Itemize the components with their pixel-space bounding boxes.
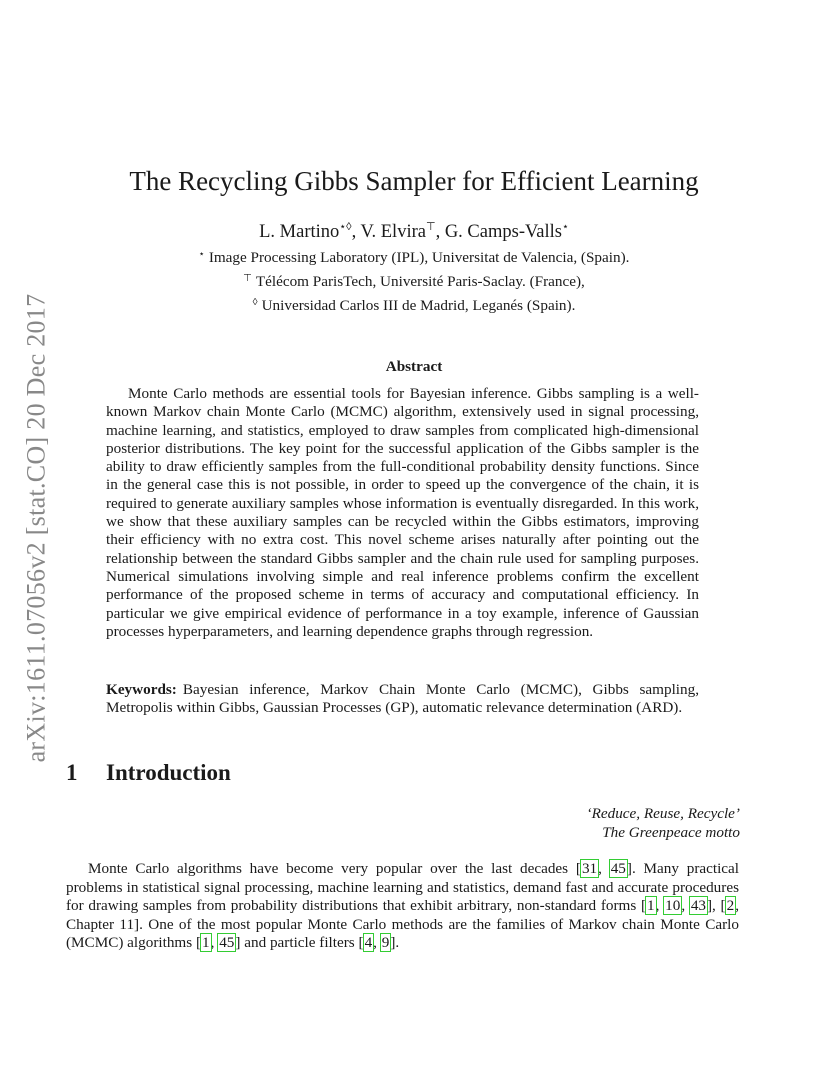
epigraph [587,804,740,842]
abstract-text: Monte Carlo methods are essential tools for Bayesian inference. Gibbs sampling is a well-known Markov chain Monte Carlo (MCMC) algorithm, extensively used in signal processing, machine learning, and statistics, employed to draw samples from complicated high-dimensional posterior distributions. The key point for the successful application of the Gibbs sampler is the ability to draw efficiently samples from the full-conditional probability density functions. Since in the general case this is not possible, in order to speed up the convergence of the chain, it is required to generate auxiliary samples whose information is eventually disregarded. In this work, we show that these auxiliary samples can be recycled within the Gibbs estimators, improving their efficiency with no extra cost. This novel scheme arises naturally after pointing out the relationship between the standard Gibbs sampler and the chain rule used for sampling purposes. Numerical simulations involving simple and real inference problems confirm the excellent performance of the proposed scheme in terms of accuracy and computational efficiency. In particular we give empirical evidence of performance in a toy example, inference of Gaussian processes hyperparameters, and learning dependence graphs through regression. [106,385,699,640]
citation-link[interactable]: 2 [726,897,735,914]
intro-text-segment: ] and particle filters [ [235,934,364,951]
author-name: L. Martino [259,222,340,242]
author-list: L. Martino⋆◊, V. Elvira⊤, G. Camps-Valls⋆ [259,221,569,242]
arxiv-identifier [16,282,56,774]
author-name: V. Elvira [360,222,426,242]
author-affiliation-mark: ⋆◊ [339,221,352,233]
keywords [106,681,699,718]
paper-title: The Recycling Gibbs Sampler for Efficient Learning [129,166,699,196]
affiliation-mark: ◊ [252,297,258,308]
intro-text-segment: , [210,934,219,951]
affiliation-text: Universidad Carlos III de Madrid, Leganés (Spain). [261,297,576,314]
citation-link[interactable]: 10 [665,897,681,914]
intro-text-segment: , [373,934,381,951]
intro-text-segment: , [655,897,665,914]
citation-link[interactable]: 45 [219,934,235,951]
affiliation-mark: ⊤ [243,273,252,284]
author-affiliation-mark: ⊤ [425,221,436,233]
affiliation-line [0,297,828,315]
epigraph-source: The Greenpeace motto [602,824,740,841]
intro-text-segment: , [598,860,610,877]
epigraph-quote: ‘Reduce, Reuse, Recycle’ [586,805,740,822]
citation-link[interactable]: 43 [690,897,706,914]
keywords-label: Keywords: [106,681,177,698]
author-affiliation-mark: ⋆ [561,221,569,233]
section-number: 1 [66,760,78,785]
intro-text-segment: , Chapter 11]. One of the most popular Monte Carlo methods are the families of Markov chain Monte Carlo (MCMC) algorithms [ [66,897,740,951]
affiliation-line [0,249,828,267]
affiliation-text: Télécom ParisTech, Université Paris-Saclay. (France), [255,273,585,290]
intro-text-segment: , [681,897,690,914]
intro-text-segment: ]. Many practical problems in statistical signal processing, machine learning and statistics, demand fast and accurate procedures for drawing samples from probability distributions that exhibit arbitrary, non-standard forms [ [66,860,740,914]
abstract-heading: Abstract [385,358,443,375]
citation-link[interactable]: 1 [202,934,210,951]
citation-link[interactable]: 4 [364,934,373,951]
section-heading-introduction [66,760,231,786]
author-name: G. Camps-Valls [444,222,562,242]
citation-link[interactable]: 1 [647,897,655,914]
intro-text-segment: Monte Carlo algorithms have become very popular over the last decades [ [88,860,581,877]
section-title: Introduction [106,760,231,785]
affiliation-text: Image Processing Laboratory (IPL), Universitat de Valencia, (Spain). [208,249,630,266]
intro-text-segment: ], [ [707,897,726,914]
keywords-text: Bayesian inference, Markov Chain Monte Carlo (MCMC), Gibbs sampling, Metropolis within Gibbs, Gaussian Processes (GP), automatic relevance determination (ARD). [106,681,699,717]
citation-link[interactable]: 31 [581,860,598,877]
affiliation-mark: ⋆ [198,249,205,260]
citation-link[interactable]: 9 [381,934,390,951]
introduction-paragraph [66,860,739,953]
affiliation-line [0,273,828,291]
arxiv-identifier-text: arXiv:1611.07056v2 [stat.CO] 20 Dec 2017 [21,293,51,763]
citation-link[interactable]: 45 [610,860,626,877]
intro-text-segment: ]. [390,934,400,951]
